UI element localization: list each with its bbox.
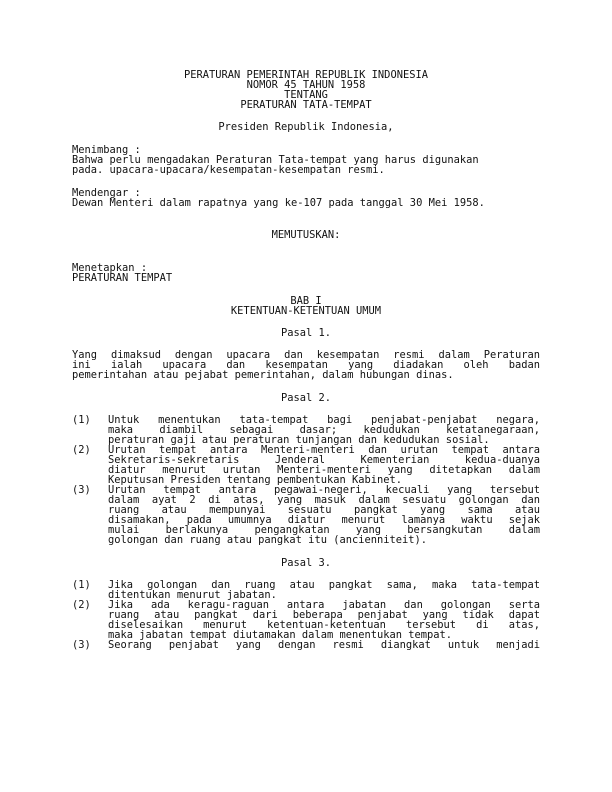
menetapkan-label: Menetapkan : (72, 262, 148, 274)
doc-title-line-2: NOMOR 45 TAHUN 1958 (246, 79, 366, 91)
menimbang-label: Menimbang : (72, 144, 141, 156)
pasal-3-item-2-line-2: ruang atau pangkat dari beberapa penjabat yang tidak dapat (108, 609, 540, 621)
pasal-2-item-3-number: (3) (72, 484, 91, 496)
pasal-3-item-3-number: (3) (72, 639, 91, 651)
president-line: Presiden Republik Indonesia, (218, 121, 394, 133)
pasal-1-line-1: Yang dimaksud dengan upacara dan kesempatan resmi dalam Peraturan (72, 349, 540, 361)
memutuskan-heading: MEMUTUSKAN: (271, 229, 341, 241)
pasal-1-line-2: ini ialah upacara dan kesempatan yang diadakan oleh badan (72, 359, 540, 371)
pasal-3-title: Pasal 3. (280, 557, 332, 569)
pasal-2-item-3-line-1: Urutan tempat antara pegawai-negeri, kecuali yang tersebut (108, 484, 540, 496)
doc-title-line-4: PERATURAN TATA-TEMPAT (240, 99, 372, 111)
pasal-2-item-3-line-5: mulai berlakunya pengangkatan yang bersangkutan dalam (108, 524, 540, 536)
pasal-2-item-1-line-1: Untuk menentukan tata-tempat bagi penjabat-penjabat negara, (108, 414, 540, 426)
pasal-2-item-1-number: (1) (72, 414, 91, 426)
pasal-3-item-3-line-1: Seorang penjabat yang dengan resmi diangkat untuk menjadi (108, 639, 540, 651)
pasal-3-item-1-number: (1) (72, 579, 91, 591)
pasal-3-item-2-line-3: diselesaikan menurut ketentuan-ketentuan tersebut di atas, (108, 619, 540, 631)
menimbang-text-1: Bahwa perlu mengadakan Peraturan Tata-tempat yang harus digunakan (72, 154, 479, 166)
pasal-2-item-2-line-1: Urutan tempat antara Menteri-menteri dan urutan tempat antara (108, 444, 540, 456)
pasal-2-item-2-number: (2) (72, 444, 91, 456)
pasal-2-item-3-line-2: dalam ayat 2 di atas, yang masuk dalam sesuatu golongan dan (108, 494, 540, 506)
menimbang-text-2: pada. upacara-upacara/kesempatan-kesempatan resmi. (72, 164, 385, 176)
mendengar-text-1: Dewan Menteri dalam rapatnya yang ke-107 pada tanggal 30 Mei 1958. (72, 197, 485, 209)
pasal-2-item-3-line-4: disamakan, pada umumnya diatur menurut lamanya waktu sejak (108, 514, 540, 526)
pasal-2-item-1-line-3: peraturan gaji atau peraturan tunjangan dan kedudukan sosial. (108, 434, 490, 446)
pasal-2-title: Pasal 2. (280, 392, 332, 404)
pasal-2-item-3-line-3: ruang atau mempunyai sesuatu pangkat yang sama atau (108, 504, 540, 516)
pasal-2-item-2-line-2: Sekretaris-sekretaris Jenderal Kementerian kedua-duanya (108, 454, 540, 466)
pasal-1-line-3: pemerintahan atau pejabat pemerintahan, dalam hubungan dinas. (72, 369, 454, 381)
pasal-1-title: Pasal 1. (280, 327, 332, 339)
pasal-3-item-1-line-2: ditentukan menurut jabatan. (108, 589, 277, 601)
bab-subtitle: KETENTUAN-KETENTUAN UMUM (230, 305, 382, 317)
pasal-3-item-2-line-1: Jika ada keragu-raguan antara jabatan dan golongan serta (108, 599, 540, 611)
menetapkan-value: PERATURAN TEMPAT (72, 272, 173, 284)
pasal-3-item-1-line-1: Jika golongan dan ruang atau pangkat sama, maka tata-tempat (108, 579, 540, 591)
pasal-3-item-2-line-4: maka jabatan tempat diutamakan dalam menentukan tempat. (108, 629, 453, 641)
pasal-3-item-2-number: (2) (72, 599, 91, 611)
doc-title-line-3: TENTANG (284, 89, 328, 101)
doc-title-line-1: PERATURAN PEMERINTAH REPUBLIK INDONESIA (184, 69, 428, 81)
bab-title: BAB I (290, 295, 322, 307)
pasal-2-item-3-line-6: golongan dan ruang atau pangkat itu (ancienniteit). (108, 534, 428, 546)
pasal-2-item-2-line-3: diatur menurut urutan Menteri-menteri yang ditetapkan dalam (108, 464, 540, 476)
pasal-2-item-1-line-2: maka diambil sebagai dasar; kedudukan ketatanegaraan, (108, 424, 540, 436)
pasal-2-item-2-line-4: Keputusan Presiden tentang pembentukan Kabinet. (108, 474, 403, 486)
mendengar-label: Mendengar : (72, 187, 141, 199)
